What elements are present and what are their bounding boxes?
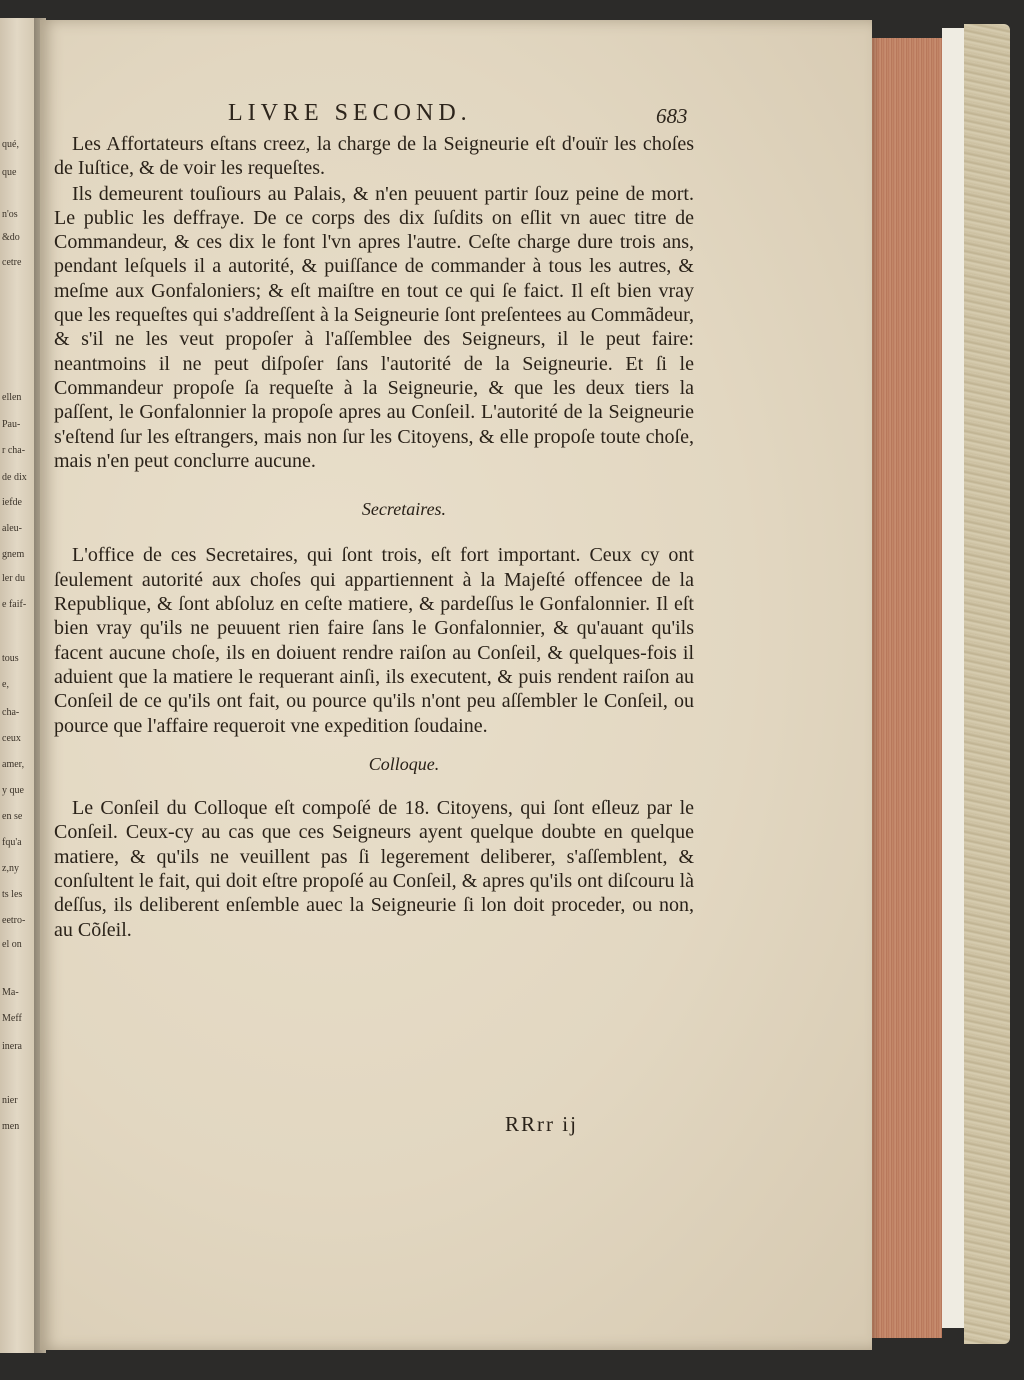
paragraph-secretaires: L'office de ces Secretaires, qui ſont trois, eſt fort important. Ceux cy ont ſeulement autorité aux choſes qui appartiennent à la Majeſté offencee de la Republique, & ſont abſoluz en ceſte matiere, & pardeſſus le Gonfalonnier. Il eſt bien vray qu'ils ne peuuent rien faire ſans le Gonfalonnier, & qu'auant qu'ils facent aucune choſe, ils en doiuent rendre raiſon au Conſeil, & quelques-fois il aduient que la matiere le requerant ainſi, ils executent, & puis rendent raiſon au Conſeil de ce qu'ils ont fait, ou pource qu'ils n'ont peu aſſembler le Conſeil, ou pource que l'affaire requeroit vne expedition ſoudaine. xyxy=(54,544,694,737)
facing-page-fragment: iefde xyxy=(2,497,22,508)
facing-page-edge xyxy=(0,18,34,1353)
facing-page-fragment: tous xyxy=(2,653,19,664)
cover-board xyxy=(964,24,1010,1344)
facing-page-fragment: qué, xyxy=(2,139,19,150)
facing-page-fragment: z,ny xyxy=(2,863,19,874)
facing-page-fragment: de dix xyxy=(2,472,27,483)
facing-page-fragment: gnem xyxy=(2,549,25,560)
facing-page-fragment: que xyxy=(2,167,17,178)
facing-page-fragment: ler du xyxy=(2,573,26,584)
facing-page-fragment: y que xyxy=(2,785,24,796)
facing-page-fragment: aleu- xyxy=(2,523,22,534)
endpaper xyxy=(942,28,966,1328)
facing-page-fragment: Meff xyxy=(2,1013,22,1024)
facing-page-fragment: n'os xyxy=(2,209,18,220)
section-heading-colloque: Colloque. xyxy=(368,753,440,774)
facing-page-fragment: ceux xyxy=(2,733,21,744)
facing-page-fragments xyxy=(0,18,34,1353)
signature-mark: RRrr ij xyxy=(505,1112,578,1136)
facing-page-fragment: ellen xyxy=(2,392,22,403)
facing-page-fragment: e faif- xyxy=(2,599,27,610)
facing-page-fragment: fqu'a xyxy=(2,837,22,848)
facing-page-fragment: cetre xyxy=(2,257,22,268)
facing-page-fragment: inera xyxy=(2,1041,22,1052)
facing-page-fragment: nier xyxy=(2,1095,18,1106)
paragraph-palais: Ils demeurent touſiours au Palais, & n'en peuuent partir ſouz peine de mort. Le public les deffraye. De ce corps des dix ſuſdits on eſlit vn auec titre de Commandeur, & ces dix le font l'vn apres l'autre. Ceſte charge dure trois ans, pendant leſquels il a autorité, & puiſſance de commander à tous les autres, & meſme aux Gonfaloniers; & eſt maiſtre en tout ce qui ſe faict. Il eſt bien vray que les requeſtes qui s'addreſſent à la Seigneurie ſont preſentees au Commãdeur, & s'il ne les veut propoſer à l'aſſemblee des Seigneurs, il le peut faire: neantmoins il ne peut diſpoſer ſans l'autorité de la Seigneurie. Et ſi le Commandeur propoſe ſa requeſte à la Seigneurie, & que les deux tiers la paſſent, le Gonfalonnier la propoſe apres au Conſeil. L'autorité de la Seigneurie s'eſtend ſur les eſtrangers, mais non ſur les Citoyens, & elle propoſe toute choſe, mais n'en peut conclurre aucune. xyxy=(54,182,694,472)
facing-page-fragment: ts les xyxy=(2,889,23,900)
facing-page-fragment: amer, xyxy=(2,759,25,770)
paragraph-assortateurs: Les Affortateurs eſtans creez, la charge de la Seigneurie eſt d'ouïr les choſes de Iuſtice, & de voir les requeſtes. xyxy=(54,133,694,180)
paragraph-colloque: Le Conſeil du Colloque eſt compoſé de 18. Citoyens, qui ſont eſleuz par le Conſeil. Ceux-cy au cas que ces Seigneurs ayent quelque doubte en quelque matiere, & qu'ils ne veuillent pas ſi legerement deliberer, s'aſſemblent, & conſultent le fait, qui doit eſtre propoſé au Conſeil, & apres qu'ils ont diſcouru là deſſus, ils deliberent enſemble auec la Seigneurie ſi lon doit proceder, ou non, au Cõſeil. xyxy=(54,797,694,941)
facing-page-fragment: en se xyxy=(2,811,23,822)
facing-page-fragment: e, xyxy=(2,679,9,690)
facing-page-fragment: cha- xyxy=(2,707,20,718)
section-heading-secretaires: Secretaires. xyxy=(361,499,447,520)
page-number: 683 xyxy=(656,104,688,128)
running-head: LIVRE SECOND. xyxy=(228,100,472,126)
facing-page-fragment: Pau- xyxy=(2,419,21,430)
facing-page-fragment: Ma- xyxy=(2,987,19,998)
page-body xyxy=(54,132,694,942)
facing-page-fragment: &do xyxy=(2,232,20,243)
facing-page-fragment: r cha- xyxy=(2,445,26,456)
facing-page-fragment: eetro- xyxy=(2,915,26,926)
facing-page-fragment: el on xyxy=(2,939,22,950)
facing-page-fragment: men xyxy=(2,1121,20,1132)
